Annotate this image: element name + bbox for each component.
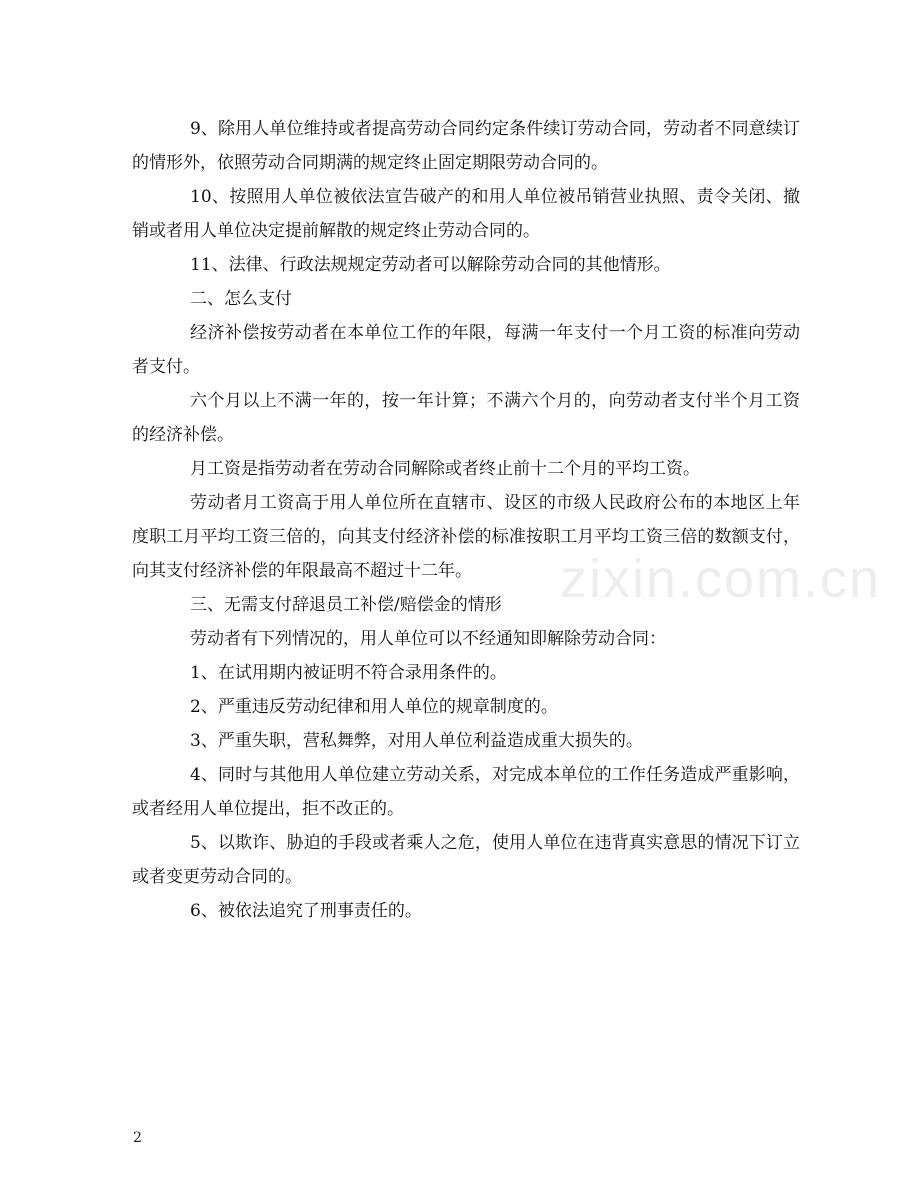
paragraph-monthly-wage: 月工资是指劳动者在劳动合同解除或者终止前十二个月的平均工资。 xyxy=(190,459,700,479)
section-heading-how-to-pay: 二、怎么支付 xyxy=(190,289,292,309)
paragraph-9: 9、除用人单位维持或者提高劳动合同约定条件续订劳动合同，劳动者不同意续订的情形外，依照劳动合同期满的规定终止固定期限劳动合同的。 xyxy=(132,119,800,173)
list-item-6: 6、被依法追究了刑事责任的。 xyxy=(190,901,422,921)
list-item-5: 5、以欺诈、胁迫的手段或者乘人之危，使用人单位在违背真实意思的情况下订立或者变更劳动合同的。 xyxy=(132,833,800,887)
paragraph-wage-cap: 劳动者月工资高于用人单位所在直辖市、设区的市级人民政府公布的本地区上年度职工月平均工资三倍的，向其支付经济补偿的标准按职工月平均工资三倍的数额支付，向其支付经济补偿的年限最高不超过十二年。 xyxy=(132,493,800,581)
list-item-2: 2、严重违反劳动纪律和用人单位的规章制度的。 xyxy=(190,697,558,717)
page-number: 2 xyxy=(133,1130,142,1146)
document-body xyxy=(132,112,800,928)
paragraph-six-months: 六个月以上不满一年的，按一年计算；不满六个月的，向劳动者支付半个月工资的经济补偿。 xyxy=(132,391,800,445)
paragraph-conditions-intro: 劳动者有下列情况的，用人单位可以不经通知即解除劳动合同： xyxy=(190,629,666,649)
watermark: zixin.com.cn xyxy=(560,549,882,609)
list-item-3: 3、严重失职，营私舞弊，对用人单位利益造成重大损失的。 xyxy=(190,731,643,751)
paragraph-11: 11、法律、行政法规规定劳动者可以解除劳动合同的其他情形。 xyxy=(190,255,671,275)
paragraph-compensation-standard: 经济补偿按劳动者在本单位工作的年限，每满一年支付一个月工资的标准向劳动者支付。 xyxy=(132,323,800,377)
section-heading-no-payment: 三、无需支付辞退员工补偿/赔偿金的情形 xyxy=(190,595,502,615)
list-item-4: 4、同时与其他用人单位建立劳动关系，对完成本单位的工作任务造成严重影响，或者经用人单位提出，拒不改正的。 xyxy=(132,765,800,819)
list-item-1: 1、在试用期内被证明不符合录用条件的。 xyxy=(190,663,507,683)
paragraph-10: 10、按照用人单位被依法宣告破产的和用人单位被吊销营业执照、责令关闭、撤销或者用人单位决定提前解散的规定终止劳动合同的。 xyxy=(132,187,800,241)
